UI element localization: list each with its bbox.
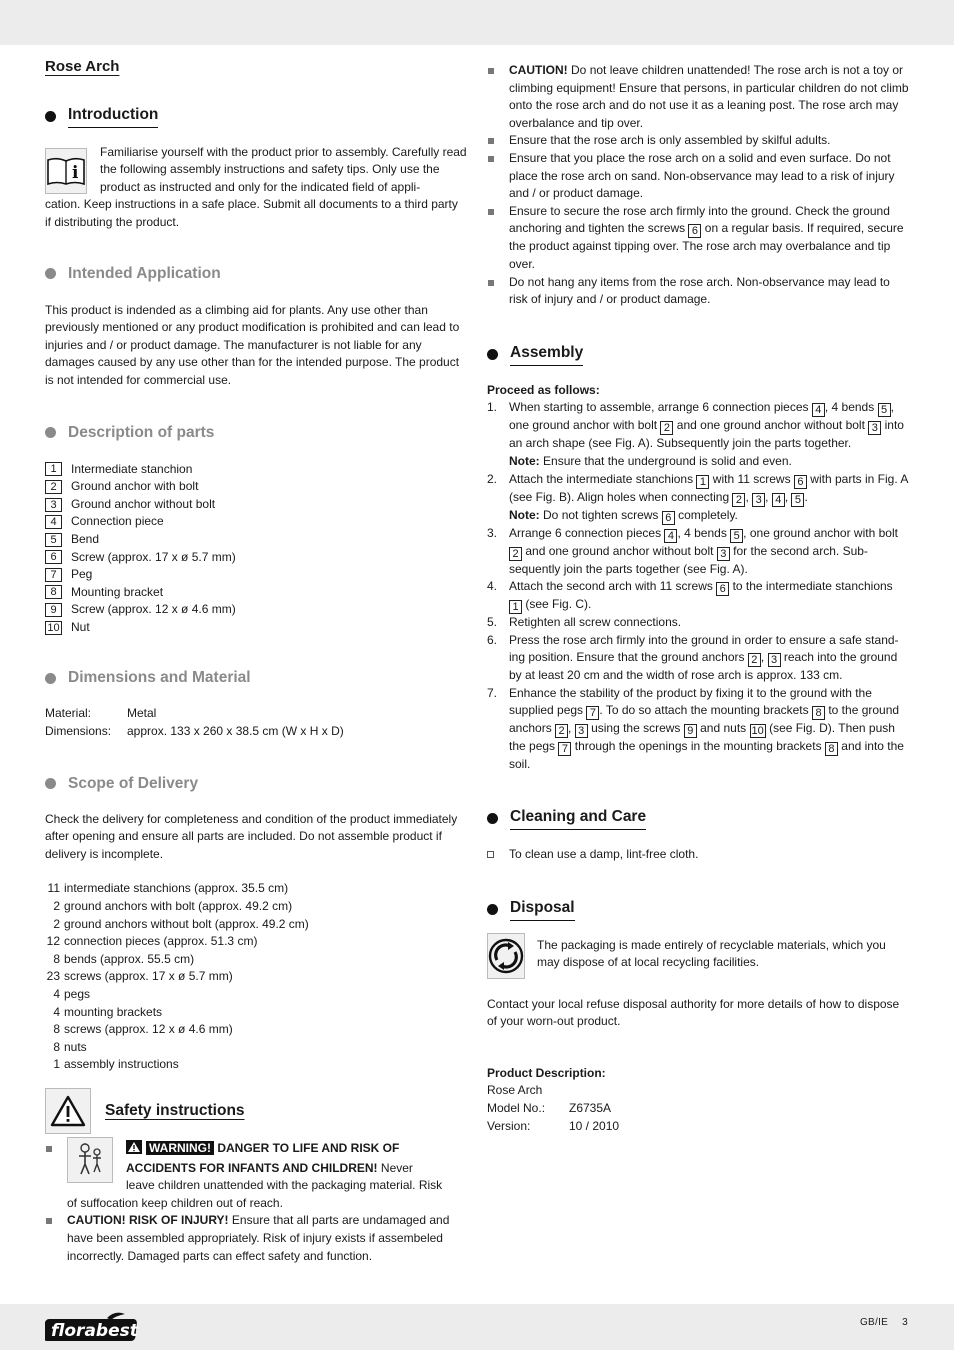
delivery-qty: 2 [53, 916, 60, 931]
footer [0, 1304, 954, 1350]
step-text: , 4 bends [824, 400, 875, 415]
delivery-label: assembly instructions [64, 1057, 179, 1072]
delivery-label: screws (approx. 12 x ø 4.6 mm) [64, 1022, 233, 1037]
delivery-item [41, 1021, 467, 1039]
step-text: to the ground anchors [509, 703, 900, 736]
delivery-qty: 8 [53, 1022, 60, 1037]
step-text: and one ground anchor without bolt [525, 543, 714, 558]
warning-label: WARNING! [146, 1141, 214, 1155]
assembly-step [487, 578, 909, 614]
version-value: 10 / 2010 [569, 1118, 620, 1133]
part-ref-8: 8 [825, 742, 838, 756]
note-label: Note: [509, 507, 540, 522]
step-text: and into the soil. [509, 739, 904, 772]
cleaning-heading: Cleaning and Care [510, 807, 646, 830]
intro-text-1: Familiarise yourself with the product prior to assembly. Carefully read the following assembly instructions and safety tips. Only use the product as instructed and only for the indicated field of appli- [100, 144, 467, 194]
part-number-box: 10 [45, 621, 62, 635]
caution-bold-text: CAUTION! RISK OF INJURY! [67, 1213, 229, 1228]
part-number-box: 5 [45, 533, 62, 547]
note-text: Do not tighten screws [543, 507, 659, 522]
parts-heading: Description of parts [68, 423, 215, 441]
section-assembly [487, 343, 909, 366]
caution-item [487, 203, 909, 274]
part-label: Connection piece [71, 514, 164, 529]
version-label: Version: [487, 1118, 531, 1133]
part-ref-3: 3 [768, 653, 781, 667]
step-text: Attach the second arch with 11 screws [509, 579, 713, 594]
step-text: using the screws [591, 721, 681, 736]
caution-item [487, 274, 909, 309]
part-number-box: 3 [45, 498, 62, 512]
caution-text: Ensure that all parts are undamaged and have been assembled appropriately. Risk of injury exists if assembeled incorrectly. Damaged parts can effect safety and function. [67, 1213, 450, 1263]
delivery-label: ground anchors without bolt (approx. 49.2 cm) [64, 916, 309, 931]
intro-block [45, 144, 467, 197]
part-ref-2: 2 [732, 493, 745, 507]
warning-text-3: of suffocation keep children out of reach. [67, 1195, 283, 1210]
delivery-qty: 2 [53, 899, 60, 914]
caution-item [487, 132, 909, 150]
part-ref-7: 7 [558, 742, 571, 756]
material-label: Material: [45, 706, 92, 721]
warning-small-icon [126, 1140, 142, 1160]
part-number-box: 4 [45, 515, 62, 529]
dimensions-value: approx. 133 x 260 x 38.5 cm (W x H x D) [127, 724, 344, 739]
florabest-logo [45, 1312, 139, 1348]
step-text: one ground anchor with bolt [509, 418, 658, 433]
part-ref-1: 1 [509, 600, 522, 614]
bullet-dot-icon [45, 778, 56, 789]
part-label: Bend [71, 531, 100, 546]
step-text: , 4 bends [677, 525, 727, 540]
step-number: 6. [487, 632, 498, 647]
part-ref-5: 5 [878, 403, 891, 417]
parts-item [45, 531, 467, 549]
child-hazard-icon [67, 1137, 113, 1183]
top-band [0, 0, 954, 45]
part-ref-3: 3 [868, 421, 881, 435]
dimensions-label: Dimensions: [45, 724, 112, 739]
bullet-dot-icon [45, 427, 56, 438]
part-ref-4: 4 [664, 529, 677, 543]
dimensions-block [45, 705, 467, 740]
delivery-label: bends (approx. 55.5 cm) [64, 951, 195, 966]
assembly-step [487, 614, 909, 632]
delivery-item [41, 1004, 467, 1022]
recycle-green-dot-icon [487, 933, 525, 979]
delivery-qty: 4 [53, 1004, 60, 1019]
note-text: completely. [678, 507, 738, 522]
section-description-of-parts [45, 423, 467, 443]
dimensions-heading: Dimensions and Material [68, 669, 251, 687]
intended-text: This product is indended as a climbing aid for plants. Any use other than previously mentioned or any product modification is prohibited and can lead to injuries and / or product damage. The manufacturer is not liable for any damages caused by any use other than for the intended purpose. The product is not intended for commercial use. [45, 302, 460, 387]
parts-item [45, 496, 467, 514]
right-column [487, 62, 909, 1135]
delivery-item [41, 916, 467, 934]
warning-text-2: leave children unattended with the packaging material. Risk [126, 1178, 443, 1193]
version-row [487, 1118, 909, 1136]
section-cleaning [487, 807, 909, 830]
caution-item [487, 62, 909, 132]
part-ref-8: 8 [812, 706, 825, 720]
step-text: Enhance the stability of the product by fixing it to the ground with the supplied pegs [509, 685, 872, 718]
safety-header [45, 1088, 467, 1134]
part-label: Screw (approx. 12 x ø 4.6 mm) [71, 602, 236, 617]
part-number-box: 9 [45, 603, 62, 617]
delivery-list [41, 880, 467, 1074]
assembly-step [487, 399, 909, 470]
proceed-label: Proceed as follows: [487, 382, 600, 397]
parts-item [45, 566, 467, 584]
section-dimensions-material [45, 668, 467, 688]
region-label: GB/IE [859, 1317, 889, 1328]
part-label: Intermediate stanchion [71, 461, 193, 476]
parts-item [45, 619, 467, 637]
part-label: Peg [71, 567, 93, 582]
step-text: . To do so attach the mounting brackets [599, 703, 809, 718]
section-disposal [487, 898, 909, 921]
step-text: and one ground anchor without bolt [676, 418, 865, 433]
part-ref-4: 4 [812, 403, 825, 417]
delivery-label: pegs [64, 987, 91, 1001]
assembly-step: 6. Press the rose arch firmly into the ground in order to ensure a safe stand-ing position. Ensure that the ground anchors 2 , 3 reach into the ground by at least 20 cm and the width of rose arch is approx. 133 cm. [487, 632, 899, 683]
read-manual-icon [45, 148, 87, 194]
step-text: When starting to assemble, arrange 6 connection pieces [509, 400, 809, 415]
bullet-dot-icon [45, 111, 56, 122]
delivery-label: screws (approx. 17 x ø 5.7 mm) [64, 969, 233, 984]
svg-text:i: i [72, 162, 79, 183]
part-ref-6: 6 [794, 475, 807, 489]
doc-title: Rose Arch [45, 58, 120, 75]
part-ref-2: 2 [748, 653, 761, 667]
part-label: Ground anchor with bolt [71, 479, 199, 494]
model-label: Model No.: [487, 1101, 546, 1116]
delivery-qty: 23 [46, 969, 60, 984]
bullet-dot-icon [45, 268, 56, 279]
product-name: Rose Arch [487, 1083, 543, 1098]
step-text: and nuts [700, 721, 747, 736]
delivery-qty: 1 [53, 1057, 60, 1072]
delivery-item [41, 1056, 467, 1074]
product-description [487, 1065, 909, 1135]
parts-list [45, 461, 467, 637]
part-number-box: 6 [45, 550, 62, 564]
warning-text-block [126, 1140, 467, 1195]
delivery-label: nuts [64, 1039, 87, 1054]
product-heading: Product Description: [487, 1065, 606, 1080]
step-number: 3. [487, 525, 498, 540]
parts-item [45, 584, 467, 602]
caution-item-bold: CAUTION! [509, 63, 568, 77]
section-introduction [45, 105, 467, 128]
caution-item [487, 150, 909, 203]
parts-item [45, 549, 467, 567]
part-ref-1: 1 [696, 475, 709, 489]
caution-item-text: on a regular basis. If required, secure the product against tipping over. The rose arch may overbalance and tip over. [509, 221, 904, 271]
delivery-qty: 4 [53, 987, 60, 1001]
caution-item-text: Ensure that you place the rose arch on a solid and even surface. Do not place the rose arch on sand. Non-observance may lead to a risk of injury and / or product damage. [509, 150, 895, 201]
part-ref-4: 4 [772, 493, 785, 507]
bullet-dot-icon [487, 349, 498, 360]
hollow-square-icon [487, 851, 494, 858]
bullet-dot-icon [487, 813, 498, 824]
caution-item-text: Do not leave children unattended! The rose arch is not a toy or climbing equipment! Ensure that persons, in particular children do not climb onto the rose arch and do not use it as a leaning post. The rose arch may overbalance and tip over. [509, 63, 909, 130]
page-number: 3 [902, 1317, 908, 1328]
model-value: Z6735A [569, 1101, 612, 1116]
delivery-heading: Scope of Delivery [68, 774, 199, 792]
warning-row [67, 1140, 467, 1195]
step-number: 1. [487, 400, 498, 415]
delivery-qty: 12 [46, 934, 60, 949]
part-ref-6: 6 [688, 224, 701, 238]
delivery-item [41, 986, 467, 1004]
part-ref-5: 5 [791, 493, 804, 507]
assembly-step: 2. Attach the intermediate stanchions 1 with 11 screws 6 with parts in Fig. A (see Fig. B). Align holes when connecting 2 , 3 , 4 , 5 . Note: Do not tighten screws 6 completely. [487, 471, 908, 524]
caution-item-text: Ensure that the rose arch is only assembled by skilful adults. [509, 133, 831, 148]
part-ref-3: 3 [752, 493, 765, 507]
part-number-box: 1 [45, 462, 62, 476]
warning-line-1 [126, 1140, 467, 1177]
assembly-steps [487, 399, 909, 774]
parts-item [45, 461, 467, 479]
page-info [860, 1314, 908, 1332]
assembly-step: 7. Enhance the stability of the product by fixing it to the ground with the supplied pegs 7 . To do so attach the mounting brackets 8 to the ground anchors 2 , 3 using the screws 9 and nuts 10 (see Fig. D). Then push the pegs 7 through the openings in the mounting brackets 8 and into the soil. [487, 685, 904, 772]
part-number-box: 8 [45, 585, 62, 599]
delivery-label: connection pieces (approx. 51.3 cm) [64, 934, 258, 949]
parts-item [45, 478, 467, 496]
delivery-qty: 8 [53, 1039, 60, 1054]
part-label: Ground anchor without bolt [71, 496, 216, 511]
step-text: Press the rose arch firmly into the ground in order to ensure a safe stand-ing position. Ensure that the ground anchors [509, 632, 899, 665]
delivery-qty: 8 [53, 951, 60, 966]
part-label: Nut [71, 619, 90, 634]
delivery-item [41, 1039, 467, 1057]
part-ref-9: 9 [684, 724, 697, 738]
disposal-block [487, 933, 909, 979]
material-row [45, 705, 467, 723]
assembly-step [487, 525, 909, 579]
step-number: 5. [487, 615, 498, 630]
step-text: to the intermediate stanchions [732, 579, 893, 594]
model-row [487, 1100, 909, 1118]
delivery-label: ground anchors with bolt (approx. 49.2 cm) [64, 899, 293, 914]
intended-heading: Intended Application [68, 264, 221, 282]
step-text: Attach the intermediate stanchions [509, 471, 694, 486]
intro-heading: Introduction [68, 105, 158, 128]
part-ref-2: 2 [509, 547, 522, 561]
disposal-heading: Disposal [510, 898, 575, 921]
warning-triangle-icon [45, 1088, 91, 1134]
safety-list [45, 1140, 467, 1265]
delivery-item [41, 880, 467, 898]
safety-heading: Safety instructions [105, 1102, 245, 1120]
delivery-text: Check the delivery for completeness and condition of the product immediately after opening and ensure all parts are included. Do not assemble product if delivery is incomplete. [45, 811, 458, 861]
part-ref-5: 5 [730, 529, 743, 543]
delivery-item [41, 898, 467, 916]
delivery-label: intermediate stanchions (approx. 35.5 cm) [64, 881, 289, 896]
step-text: , one ground anchor with bolt [743, 525, 898, 540]
step-text: (see Fig. C). [525, 597, 592, 612]
part-ref-3: 3 [575, 724, 588, 738]
logo-text: florabest [51, 1321, 138, 1341]
step-number: 2. [487, 471, 498, 486]
part-ref-3: 3 [717, 547, 730, 561]
caution-list [487, 62, 909, 309]
note-text: Ensure that the underground is solid and even. [543, 453, 792, 468]
step-text: through the openings in the mounting brackets [574, 739, 822, 754]
step-text: Retighten all screw connections. [509, 615, 682, 630]
safety-item-caution [45, 1212, 467, 1265]
cleaning-item [487, 846, 909, 864]
part-ref-6: 6 [662, 511, 675, 525]
bullet-dot-icon [45, 673, 56, 684]
part-ref-2: 2 [555, 724, 568, 738]
cleaning-text: To clean use a damp, lint-free cloth. [509, 847, 699, 862]
step-text: (see Fig. D). Then push the pegs [509, 721, 895, 754]
parts-item [45, 601, 467, 619]
part-number-box: 7 [45, 568, 62, 582]
warning-bold-text: DANGER TO LIFE AND RISK OF ACCIDENTS FOR INFANTS AND CHILDREN! [126, 1140, 400, 1175]
part-label: Mounting bracket [71, 584, 164, 599]
disposal-text-2: Contact your local refuse disposal authority for more details of how to dispose of your worn-out product. [487, 996, 900, 1029]
assembly-heading: Assembly [510, 343, 583, 366]
delivery-item [41, 933, 467, 951]
section-intended-application [45, 264, 467, 284]
step-number: 7. [487, 685, 498, 700]
left-column [45, 58, 467, 1265]
step-text: with 11 screws [712, 471, 791, 486]
section-scope-of-delivery [45, 774, 467, 794]
part-number-box: 2 [45, 480, 62, 494]
material-value: Metal [127, 706, 157, 721]
delivery-item [41, 951, 467, 969]
part-label: Screw (approx. 17 x ø 5.7 mm) [71, 549, 236, 564]
part-ref-7: 7 [586, 706, 599, 720]
caution-item-text: Do not hang any items from the rose arch. Non-observance may lead to risk of injury and / or product damage. [509, 274, 890, 307]
caution-item-text: Ensure to secure the rose arch firmly into the ground. Check the ground anchoring and tighten the screws [509, 203, 890, 236]
part-ref-6: 6 [716, 582, 729, 596]
dimensions-row [45, 723, 467, 741]
parts-item [45, 513, 467, 531]
step-text: for the second arch. Sub-sequently join the parts together (see Fig. A). [509, 543, 868, 576]
part-ref-2: 2 [660, 421, 673, 435]
step-number: 4. [487, 579, 498, 594]
step-text: Arrange 6 connection pieces [509, 525, 662, 540]
disposal-text-1: The packaging is made entirely of recyclable materials, which you may dispose of at local recycling facilities. [537, 937, 886, 970]
step-text: reach into the ground by at least 20 cm and the width of rose arch is approx. 133 cm. [509, 650, 898, 683]
delivery-item [41, 968, 467, 986]
delivery-qty: 11 [47, 881, 60, 896]
note-label: Note: [509, 453, 540, 468]
bullet-dot-icon [487, 904, 498, 915]
step-text: into an arch shape (see Fig. A). Subsequently join the parts together. [509, 418, 904, 451]
delivery-label: mounting brackets [64, 1004, 163, 1019]
safety-item-warning [45, 1140, 467, 1212]
part-ref-10: 10 [751, 725, 764, 738]
warning-text-1: Never [380, 1160, 413, 1175]
step-text: with parts in Fig. A (see Fig. B). Align holes when connecting [509, 471, 908, 504]
step-text: , [890, 400, 894, 415]
intro-text-2: cation. Keep instructions in a safe place. Submit all documents to a third party if distributing the product. [45, 197, 458, 229]
